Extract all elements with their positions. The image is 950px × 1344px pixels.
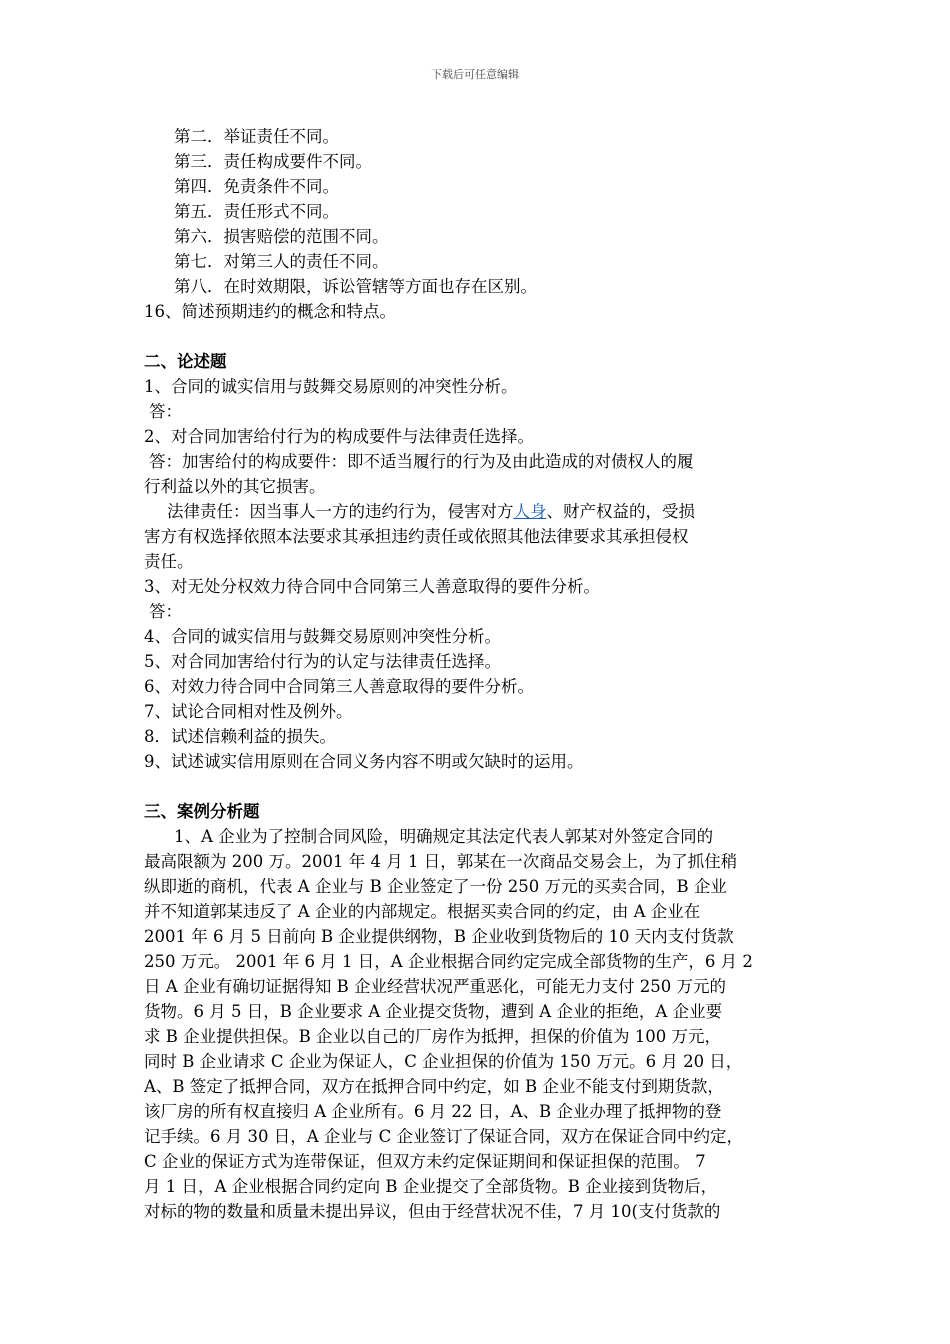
legal-liability-line-1 xyxy=(144,499,814,524)
section-3-title: 三、案例分析题 xyxy=(144,802,260,821)
case-line: A、B 签定了抵押合同，双方在抵押合同中约定，如 B 企业不能支付到期货款， xyxy=(144,1077,724,1096)
question-6: 6、对效力待合同中合同第三人善意取得的要件分析。 xyxy=(144,677,534,696)
answer-1: 答： xyxy=(149,402,182,421)
case-line: 250 万元。 2001 年 6 月 1 日，A 企业根据合同约定完成全部货物的生产，6 月 2 xyxy=(144,952,753,971)
answer-2-line-2: 行利益以外的其它损害。 xyxy=(144,477,326,496)
case-line: 求 B 企业提供担保。B 企业以自己的厂房作为抵押，担保的价值为 100 万元， xyxy=(144,1027,721,1046)
list-item: 第五．责任形式不同。 xyxy=(174,202,339,221)
question-8: 8．试述信赖利益的损失。 xyxy=(144,727,336,746)
answer-2-line-1: 答：加害给付的构成要件：即不适当履行的行为及由此造成的对债权人的履 xyxy=(149,452,694,471)
list-item: 第八．在时效期限，诉讼管辖等方面也存在区别。 xyxy=(174,277,537,296)
case-line: 同时 B 企业请求 C 企业为保证人，C 企业担保的价值为 150 万元。6 月 20 日， xyxy=(144,1052,743,1071)
question-7: 7、试论合同相对性及例外。 xyxy=(144,702,353,721)
list-item: 第七．对第三人的责任不同。 xyxy=(174,252,389,271)
case-line: 1、A 企业为了控制合同风险，明确规定其法定代表人郭某对外签定合同的 xyxy=(174,827,714,846)
legal-liability-text: 、财产权益的，受损 xyxy=(546,502,695,521)
case-line: 并不知道郭某违反了 A 企业的内部规定。根据买卖合同的约定，由 A 企业在 xyxy=(144,902,701,921)
list-item: 第四．免责条件不同。 xyxy=(174,177,339,196)
case-line: 月 1 日，A 企业根据合同约定向 B 企业提交了全部货物。B 企业接到货物后， xyxy=(144,1177,718,1196)
list-item: 第二．举证责任不同。 xyxy=(174,127,339,146)
section-2-title: 二、论述题 xyxy=(144,352,227,371)
case-line: 最高限额为 200 万。2001 年 4 月 1 日，郭某在一次商品交易会上，为了抓住稍 xyxy=(144,852,738,871)
case-line: 记手续。6 月 30 日，A 企业与 C 企业签订了保证合同，双方在保证合同中约定， xyxy=(144,1127,744,1146)
case-line: 该厂房的所有权直接归 A 企业所有。6 月 22 日，A、B 企业办理了抵押物的登 xyxy=(144,1102,722,1121)
page-header-note: 下载后可任意编辑 xyxy=(431,68,519,81)
person-link[interactable]: 人身 xyxy=(513,502,547,521)
question-9: 9、试述诚实信用原则在合同义务内容不明或欠缺时的运用。 xyxy=(144,752,584,771)
question-2: 2、对合同加害给付行为的构成要件与法律责任选择。 xyxy=(144,427,534,446)
legal-liability-text: 法律责任：因当事人一方的违约行为，侵害对方 xyxy=(167,502,514,521)
list-item: 第六．损害赔偿的范围不同。 xyxy=(174,227,389,246)
question-16: 16、简述预期违约的概念和特点。 xyxy=(144,302,396,321)
question-4: 4、合同的诚实信用与鼓舞交易原则冲突性分析。 xyxy=(144,627,501,646)
legal-liability-line-3: 责任。 xyxy=(144,552,194,571)
case-line: C 企业的保证方式为连带保证，但双方未约定保证期间和保证担保的范围。 7 xyxy=(144,1152,706,1171)
document-body xyxy=(144,124,814,1224)
case-line: 纵即逝的商机，代表 A 企业与 B 企业签定了一份 250 万元的买卖合同，B 企业 xyxy=(144,877,727,896)
legal-liability-line-2: 害方有权选择依照本法要求其承担违约责任或依照其他法律要求其承担侵权 xyxy=(144,527,689,546)
question-5: 5、对合同加害给付行为的认定与法律责任选择。 xyxy=(144,652,501,671)
case-line: 货物。6 月 5 日，B 企业要求 A 企业提交货物，遭到 A 企业的拒绝，A 企业要 xyxy=(144,1002,723,1021)
question-3: 3、对无处分权效力待合同中合同第三人善意取得的要件分析。 xyxy=(144,577,600,596)
answer-3: 答： xyxy=(149,602,182,621)
case-line: 2001 年 6 月 5 日前向 B 企业提供纲物，B 企业收到货物后的 10 天内支付货款 xyxy=(144,927,734,946)
case-line: 对标的物的数量和质量未提出异议，但由于经营状况不佳，7 月 10(支付货款的 xyxy=(144,1202,721,1221)
case-line: 日 A 企业有确切证据得知 B 企业经营状况严重恶化，可能无力支付 250 万元的 xyxy=(144,977,727,996)
list-item: 第三．责任构成要件不同。 xyxy=(174,152,372,171)
question-1: 1、合同的诚实信用与鼓舞交易原则的冲突性分析。 xyxy=(144,377,518,396)
